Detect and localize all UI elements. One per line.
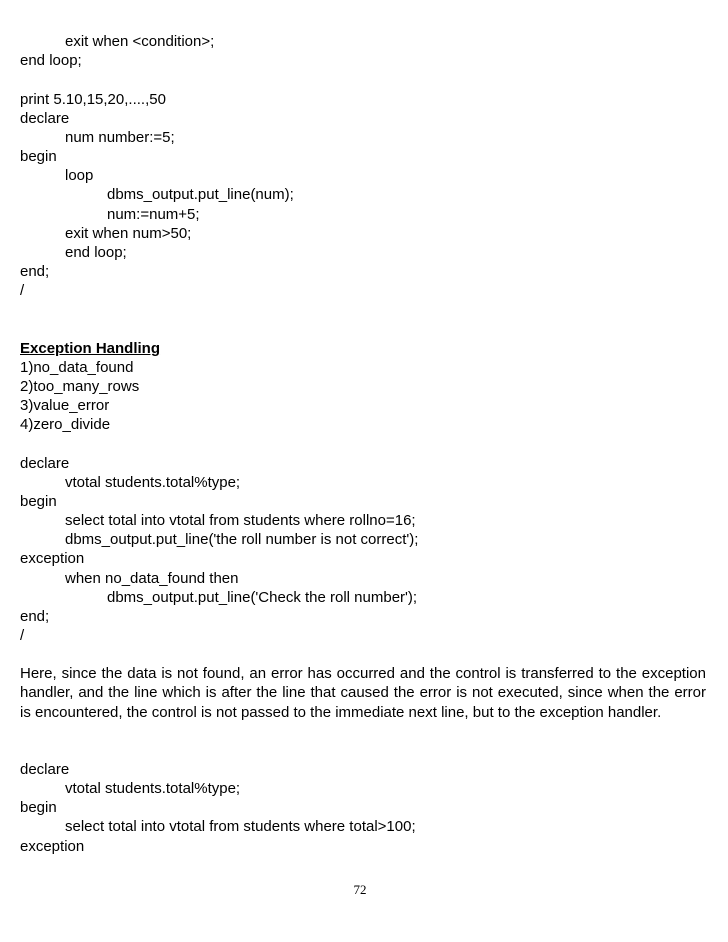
code-line: end loop;: [20, 52, 82, 69]
code-line: exit when <condition>;: [65, 33, 215, 50]
code-line: end;: [20, 608, 50, 625]
explanation-paragraph: Here, since the data is not found, an error has occurred and the control is transferred to the exception handler, and the line which is after the line that caused the error is not executed, since when the error is encountered, the control is not passed to the immediate next line, but to the exception handler.: [20, 665, 706, 721]
code-line: select total into vtotal from students where total>100;: [65, 818, 416, 835]
code-line: exit when num>50;: [65, 225, 192, 242]
code-line: /: [20, 282, 25, 299]
code-line: select total into vtotal from students where rollno=16;: [65, 512, 416, 529]
page-number: 72: [353, 882, 367, 897]
exception-list-item: 1)no_data_found: [20, 359, 134, 376]
code-line: vtotal students.total%type;: [65, 780, 241, 797]
section-heading: Exception Handling: [20, 340, 161, 357]
code-line: exception: [20, 550, 85, 567]
code-line: exception: [20, 838, 85, 855]
code-line: when no_data_found then: [65, 570, 239, 587]
code-line: vtotal students.total%type;: [65, 474, 241, 491]
code-line: declare: [20, 110, 70, 127]
code-line: declare: [20, 455, 70, 472]
code-line: dbms_output.put_line(num);: [107, 186, 294, 203]
code-line: dbms_output.put_line('the roll number is not correct');: [65, 531, 419, 548]
exception-list-item: 2)too_many_rows: [20, 378, 140, 395]
exception-list-item: 3)value_error: [20, 397, 110, 414]
code-line: print 5.10,15,20,....,50: [20, 91, 166, 108]
code-line: num:=num+5;: [107, 206, 200, 223]
code-line: begin: [20, 493, 57, 510]
code-line: num number:=5;: [65, 129, 175, 146]
code-line: /: [20, 627, 25, 644]
code-line: begin: [20, 799, 57, 816]
code-line: declare: [20, 761, 70, 778]
code-line: dbms_output.put_line('Check the roll number');: [107, 589, 418, 606]
code-line: end loop;: [65, 244, 127, 261]
exception-list-item: 4)zero_divide: [20, 416, 111, 433]
code-line: end;: [20, 263, 50, 280]
code-line: loop: [65, 167, 94, 184]
code-line: begin: [20, 148, 57, 165]
